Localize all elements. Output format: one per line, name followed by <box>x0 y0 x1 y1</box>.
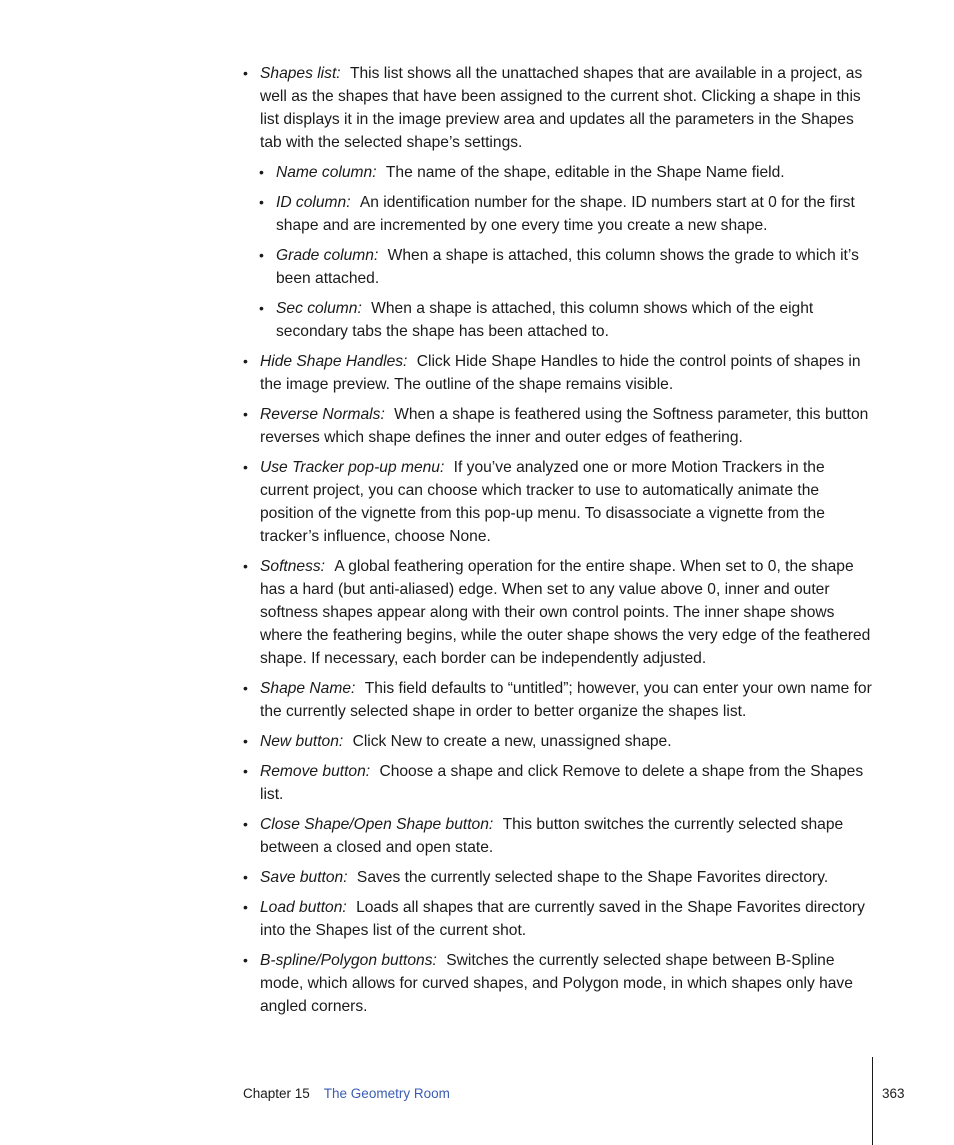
chapter-label: Chapter 15 <box>243 1086 310 1101</box>
item-text: This list shows all the unattached shapes that are available in a project, as well as the shapes that have been assigned to the current shot. Clicking a shape in this list displays it in the image preview area and updates all the parameters in the Shapes tab with the selected shape’s settings. <box>260 65 863 151</box>
page-number: 363 <box>882 1086 905 1101</box>
list-item-load-button <box>243 896 875 942</box>
bullet: • <box>259 194 264 210</box>
page-footer <box>243 1086 450 1101</box>
item-term: ID column: <box>276 194 351 211</box>
bullet: • <box>243 558 248 574</box>
list-item-sec-column <box>259 297 875 343</box>
bullet: • <box>259 300 264 316</box>
bullet: • <box>243 763 248 779</box>
bullet: • <box>243 353 248 369</box>
item-text: When a shape is attached, this column shows the grade to which it’s been attached. <box>276 247 859 287</box>
item-text: A global feathering operation for the entire shape. When set to 0, the shape has a hard (but anti-aliased) edge. When set to any value above 0, inner and outer softness shapes appear along with their own control points. The inner shape shows where the feathering begins, while the outer shape shows the very edge of the feathered shape. If necessary, each border can be independently adjusted. <box>260 558 871 667</box>
item-term: Sec column: <box>276 300 362 317</box>
bullet: • <box>259 247 264 263</box>
list-item-use-tracker <box>243 456 875 548</box>
bullet: • <box>243 899 248 915</box>
item-term: Shapes list: <box>260 65 341 82</box>
list-item-close-open-shape <box>243 813 875 859</box>
item-text: When a shape is attached, this column shows which of the eight secondary tabs the shape has been attached to. <box>276 300 814 340</box>
list-item-softness <box>243 555 875 670</box>
bullet: • <box>243 869 248 885</box>
item-term: Use Tracker pop-up menu: <box>260 459 445 476</box>
list-item-shape-name <box>243 677 875 723</box>
item-term: Remove button: <box>260 763 371 780</box>
chapter-title-link[interactable]: The Geometry Room <box>323 1086 450 1101</box>
item-text: Saves the currently selected shape to the Shape Favorites directory. <box>356 869 829 886</box>
list-item-reverse-normals <box>243 403 875 449</box>
bullet: • <box>243 459 248 475</box>
item-text: This field defaults to “untitled”; however, you can enter your own name for the currently selected shape in order to better organize the shapes list. <box>260 680 872 720</box>
list-item-shapes-list <box>243 62 875 154</box>
list-item-id-column <box>259 191 875 237</box>
bullet: • <box>259 164 264 180</box>
item-term: Save button: <box>260 869 348 886</box>
bullet: • <box>243 816 248 832</box>
item-term: Softness: <box>260 558 326 575</box>
item-term: Shape Name: <box>260 680 356 697</box>
item-text: This button switches the currently selected shape between a closed and open state. <box>260 816 844 856</box>
item-text: Switches the currently selected shape between B-Spline mode, which allows for curved shapes, and Polygon mode, in which shapes only have angled corners. <box>260 952 853 1015</box>
bullet: • <box>243 406 248 422</box>
item-term: Reverse Normals: <box>260 406 385 423</box>
document-body <box>243 62 875 1025</box>
list-item-new-button <box>243 730 875 753</box>
item-text: Loads all shapes that are currently saved in the Shape Favorites directory into the Shapes list of the current shot. <box>260 899 865 939</box>
footer-divider <box>872 1057 873 1145</box>
bullet: • <box>243 65 248 81</box>
list-item-remove-button <box>243 760 875 806</box>
bullet: • <box>243 680 248 696</box>
item-term: B-spline/Polygon buttons: <box>260 952 437 969</box>
list-item-grade-column <box>259 244 875 290</box>
item-term: New button: <box>260 733 344 750</box>
item-text: Choose a shape and click Remove to delete a shape from the Shapes list. <box>260 763 864 803</box>
item-text: Click Hide Shape Handles to hide the control points of shapes in the image preview. The outline of the shape remains visible. <box>260 353 861 393</box>
item-text: When a shape is feathered using the Softness parameter, this button reverses which shape defines the inner and outer edges of feathering. <box>260 406 869 446</box>
item-term: Close Shape/Open Shape button: <box>260 816 494 833</box>
bullet: • <box>243 733 248 749</box>
list-item-hide-shape-handles <box>243 350 875 396</box>
item-term: Hide Shape Handles: <box>260 353 408 370</box>
item-term: Name column: <box>276 164 377 181</box>
list-item-bspline-polygon <box>243 949 875 1018</box>
item-text: An identification number for the shape. ID numbers start at 0 for the first shape and are incremented by one every time you create a new shape. <box>276 194 855 234</box>
bullet: • <box>243 952 248 968</box>
item-term: Load button: <box>260 899 347 916</box>
list-item-save-button <box>243 866 875 889</box>
list-item-name-column <box>259 161 875 184</box>
item-text: Click New to create a new, unassigned shape. <box>352 733 672 750</box>
item-term: Grade column: <box>276 247 379 264</box>
item-text: The name of the shape, editable in the Shape Name field. <box>385 164 785 181</box>
item-text: If you’ve analyzed one or more Motion Trackers in the current project, you can choose which tracker to use to automatically animate the position of the vignette from this pop-up menu. To disassociate a vignette from the tracker’s influence, choose None. <box>260 459 825 545</box>
